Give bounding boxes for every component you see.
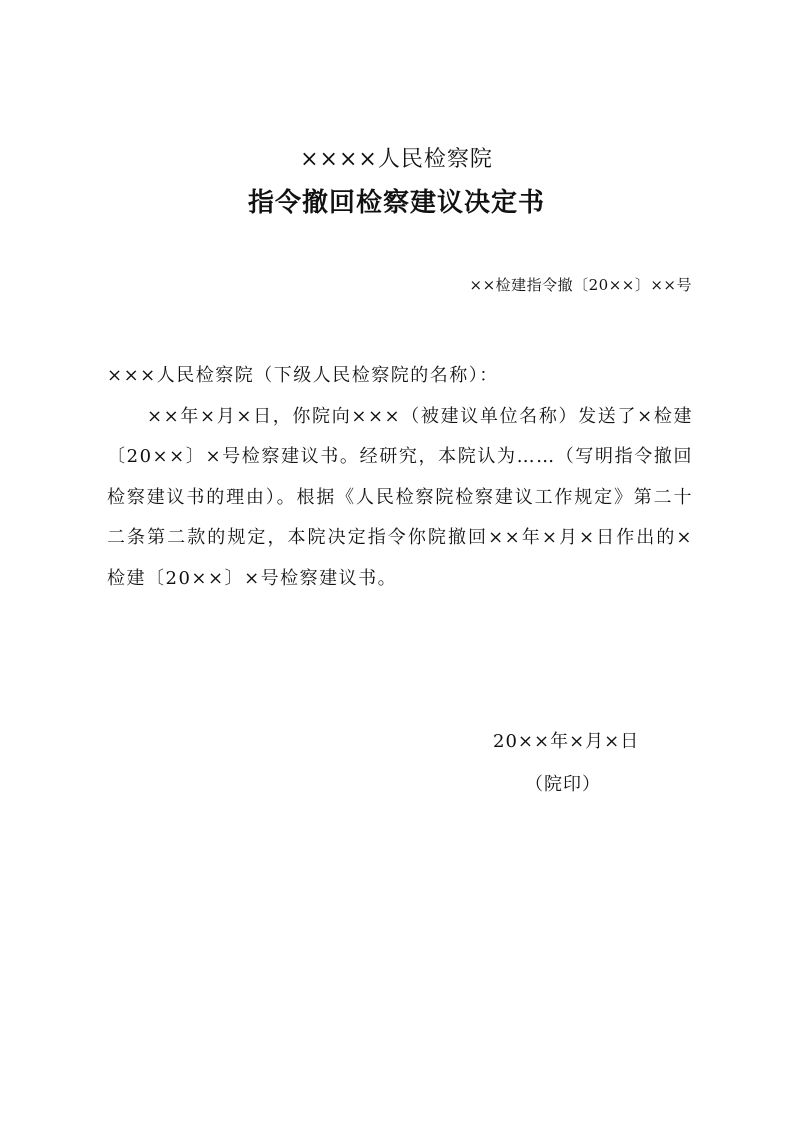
document-title: 指令撤回检察建议决定书 (247, 188, 545, 218)
issue-date: 20××年×月×日 (493, 731, 640, 752)
issuing-organization: ××××人民检察院 (300, 147, 493, 172)
body-paragraph: ××年×月×日，你院向×××（被建议单位名称）发送了×检建〔20××〕×号检察建议书。经研究，本院认为……（写明指令撤回检察建议书的理由）。根据《人民检察院检察建议工作规定》第二十二条第二款的规定，本院决定指令你院撤回××年×月×日作出的×检建〔20××〕×号检察建议书。 (107, 405, 693, 589)
document-number: ××检建指令撤〔20××〕××号 (469, 276, 692, 294)
document-body (107, 356, 693, 599)
seal-note: （院印） (525, 774, 601, 795)
salutation: ×××人民检察院（下级人民检察院的名称）： (107, 365, 499, 386)
